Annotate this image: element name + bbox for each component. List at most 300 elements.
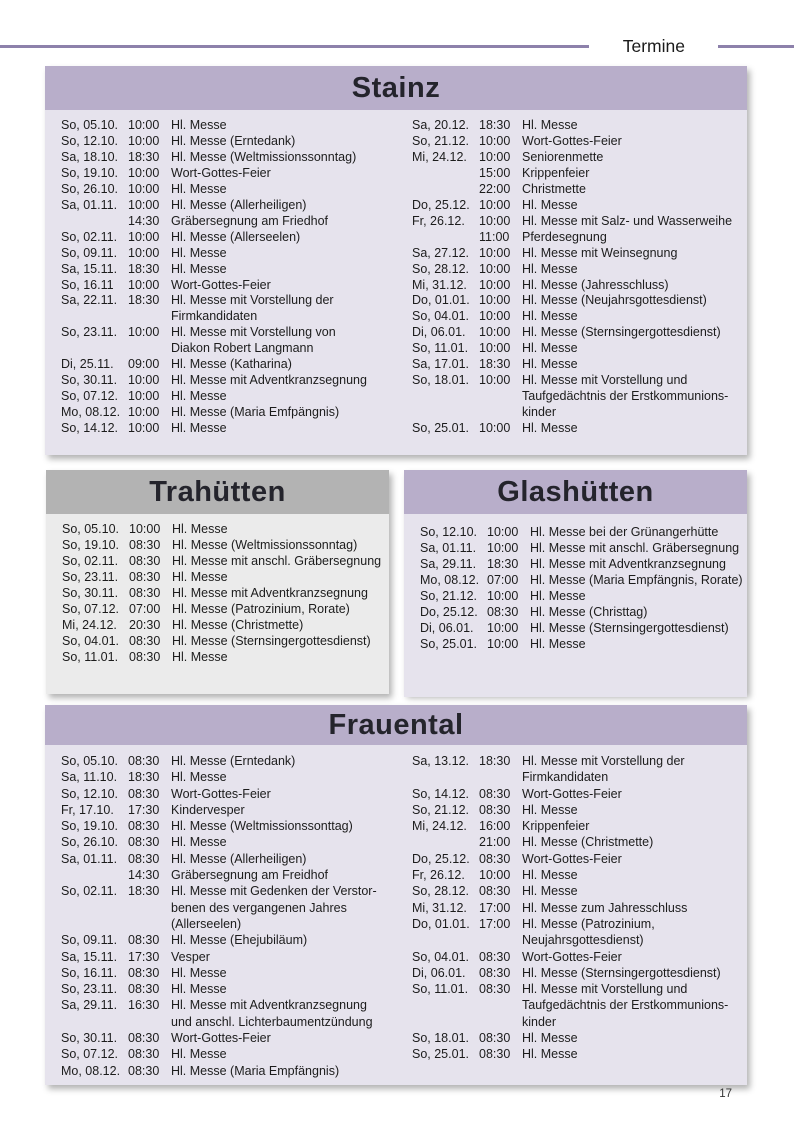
event-time: 10:00 [479,277,511,292]
event-time: 08:30 [479,802,511,817]
event-date [412,230,479,246]
schedule-row [412,293,743,309]
event-date [412,769,479,785]
event-time: 18:30 [479,357,511,372]
event-description: Hl. Messe [522,421,578,436]
event-description: Hl. Messe (Weltmissionssonntag) [171,149,357,164]
event-date: So, 07.12. [61,389,118,404]
event-date: Di, 06.01. [420,620,474,635]
event-time: 10:00 [128,389,160,404]
schedule-row [61,786,392,802]
event-date [412,405,479,421]
event-date: So, 16.11. [61,965,118,980]
event-time: 08:30 [479,1047,511,1062]
event-description: Vesper [171,949,210,964]
schedule-row [420,541,743,557]
event-time: 18:30 [128,884,160,899]
event-time: 08:30 [479,884,511,899]
event-time: 10:00 [487,588,519,603]
schedule-row [61,341,392,357]
event-date: So, 14.12. [61,421,118,436]
schedule-row [61,1063,392,1079]
event-time: 17:00 [479,900,511,915]
event-description: Seniorenmette [522,149,604,164]
event-description: Hl. Messe [522,884,578,899]
event-date: Sa, 01.11. [61,851,118,866]
event-time: 08:30 [128,1047,160,1062]
event-description: Hl. Messe [522,1047,578,1062]
schedule-row [412,883,743,899]
event-time: 08:30 [128,851,160,866]
event-date: So, 23.11. [62,569,119,584]
event-date [61,214,128,230]
event-date: Di, 06.01. [412,325,466,340]
event-description: Hl. Messe [171,261,227,276]
event-description: Diakon Robert Langmann [171,341,314,356]
event-date: Do, 01.01. [412,293,470,308]
event-date: Sa, 29.11. [61,998,118,1013]
event-date: So, 23.11. [61,325,118,340]
event-date: Fr, 26.12. [412,868,465,883]
event-description: Wort-Gottes-Feier [522,786,622,801]
event-description: und anschl. Lichterbaumentzündung [171,1014,373,1029]
event-time [128,900,171,916]
schedule-row [412,230,743,246]
schedule-row [61,1046,392,1062]
event-date: Sa, 11.10. [61,770,118,785]
event-time: 08:30 [129,569,161,584]
section-stainz-header [45,66,747,110]
event-description: Hl. Messe (Patrozinium, [522,916,655,931]
schedule-row [412,214,743,230]
schedule-row [412,916,743,932]
schedule-row [412,1014,743,1030]
schedule-row [412,262,743,278]
event-time: 08:30 [479,786,511,801]
event-description: Hl. Messe (Patrozinium, Rorate) [172,601,350,616]
event-description: Hl. Messe [171,118,227,132]
schedule-row [61,949,392,965]
event-time [479,405,522,421]
event-description: benen des vergangenen Jahres [171,900,347,915]
event-description: Hl. Messe [522,261,578,276]
event-date: So, 12.10. [61,133,118,148]
event-date: So, 30.11. [61,1031,118,1046]
schedule-row [61,262,392,278]
event-time: 16:30 [128,998,160,1013]
event-time: 10:00 [487,540,519,555]
schedule-row [412,997,743,1013]
event-date: So, 12.10. [61,786,118,801]
event-time: 10:00 [479,261,511,276]
event-date: Di, 06.01. [412,965,466,980]
event-date: Do, 25.12. [420,604,478,619]
event-time: 18:30 [128,293,160,308]
event-date: So, 21.12. [412,802,469,817]
schedule-row [61,421,392,437]
schedule-row [412,421,743,437]
event-description: Hl. Messe [171,982,227,997]
schedule-row [61,916,392,932]
event-description: Hl. Messe zum Jahresschluss [522,900,688,915]
event-time: 10:00 [479,213,511,228]
event-date [412,182,479,198]
event-time: 10:00 [479,421,511,436]
event-date: So, 28.12. [412,261,469,276]
event-description: Wort-Gottes-Feier [171,1031,271,1046]
event-time: 08:30 [128,819,160,834]
schedule-row [62,602,385,618]
schedule-row [61,1014,392,1030]
section-title: Frauental [328,708,464,741]
event-description: Hl. Messe (Allerheiligen) [171,851,307,866]
event-description: Hl. Messe (Sternsingergottesdienst) [522,965,721,980]
event-time: 10:00 [128,405,160,420]
event-description: Wort-Gottes-Feier [171,786,271,801]
event-description: Hl. Messe (Weltmissionssonttag) [171,819,353,834]
event-date: Mo, 08.12. [61,1063,121,1078]
event-time: 08:30 [128,1063,160,1078]
event-date: Mo, 08.12. [61,405,121,420]
event-date: Mi, 31.12. [412,900,467,915]
schedule-row [61,278,392,294]
event-time: 20:30 [129,617,161,632]
event-date: So, 19.10. [62,537,119,552]
event-date: So, 11.01. [412,341,469,356]
event-date: So, 09.11. [61,933,118,948]
event-date: Sa, 18.10. [61,149,118,164]
event-description: Krippenfeier [522,819,590,834]
event-time: 18:30 [128,261,160,276]
schedule-column [404,525,747,653]
event-date: So, 14.12. [412,786,469,801]
event-time: 08:30 [487,604,519,619]
event-date [61,309,128,325]
event-description: Hl. Messe [171,1047,227,1062]
event-description: Hl. Messe [530,588,586,603]
schedule-column-left [45,118,396,455]
event-description: Hl. Messe (Maria Empfängnis) [171,1063,340,1078]
event-time: 08:30 [128,965,160,980]
schedule-row [412,134,743,150]
event-time: 17:00 [479,916,511,931]
event-date: So, 05.10. [62,522,119,536]
event-description: Firmkandidaten [171,309,258,324]
event-date: Mi, 24.12. [412,819,467,834]
event-date: So, 07.12. [61,1047,118,1062]
event-date: Do, 25.12. [412,851,470,866]
schedule-row [412,150,743,166]
event-description: Hl. Messe [172,649,228,664]
schedule-row [420,573,743,589]
event-description: Hl. Messe (Allerseelen) [171,229,301,244]
section-title: Trahütten [149,475,286,508]
event-time: 07:00 [487,572,519,587]
event-date: Sa, 01.11. [61,197,118,212]
schedule-row [62,554,385,570]
schedule-row [420,605,743,621]
event-time: 10:00 [487,636,519,651]
event-time: 10:00 [479,868,511,883]
event-date: So, 05.10. [61,754,118,768]
header-rule-left [0,45,589,48]
header-rule-right [718,45,794,48]
event-date: So, 18.01. [412,373,469,388]
event-description: Hl. Messe [522,118,578,132]
event-description: Hl. Messe [522,868,578,883]
event-date: Sa, 20.12. [412,118,469,132]
event-time: 22:00 [479,181,511,196]
event-time: 10:00 [128,118,160,132]
event-date: So, 02.11. [61,229,118,244]
page-header-label: Termine [622,36,685,56]
schedule-row [62,650,385,666]
schedule-row [61,981,392,997]
event-description: Hl. Messe [172,569,228,584]
event-date [61,900,128,916]
event-date: Fr, 26.12. [412,213,465,228]
event-date: So, 04.01. [412,949,469,964]
event-description: Pferdesegnung [522,229,607,244]
event-description: Hl. Messe [522,341,578,356]
event-time: 08:30 [479,965,511,980]
event-time [479,932,522,948]
event-date [61,1014,128,1030]
event-date: Sa, 22.11. [61,293,118,308]
section-frauental-header [45,705,747,745]
event-time: 10:00 [479,133,511,148]
event-description: Firmkandidaten [522,770,609,785]
event-description: Hl. Messe mit Vorstellung und [522,982,688,997]
event-time [479,997,522,1013]
event-description: Hl. Messe [171,245,227,260]
schedule-row [412,389,743,405]
schedule-row [61,230,392,246]
event-time: 08:30 [128,982,160,997]
schedule-row [412,834,743,850]
schedule-row [61,134,392,150]
schedule-row [412,867,743,883]
schedule-row [412,246,743,262]
event-date: So, 07.12. [62,601,119,616]
event-time: 10:00 [487,525,519,539]
event-date: Sa, 01.11. [420,540,477,555]
schedule-row [61,851,392,867]
event-time: 10:00 [128,421,160,436]
event-time: 10:00 [129,522,161,536]
event-time [128,1014,171,1030]
event-description: Wort-Gottes-Feier [522,949,622,964]
event-description: Wort-Gottes-Feier [171,277,271,292]
section-trahuetten-header [46,470,389,514]
schedule-row [420,621,743,637]
event-time: 15:00 [479,165,511,180]
section-trahuetten [46,470,389,694]
event-date: Sa, 17.01. [412,357,469,372]
event-description: Hl. Messe (Weltmissionssonntag) [172,537,358,552]
event-date: Sa, 15.11. [61,949,118,964]
schedule-row [62,634,385,650]
schedule-column [46,522,389,666]
event-time: 08:30 [128,835,160,850]
event-time [128,309,171,325]
event-date: So, 12.10. [420,525,477,539]
event-date [61,867,128,883]
event-description: Hl. Messe [171,421,227,436]
event-date: So, 23.11. [61,982,118,997]
event-date: So, 25.01. [412,421,469,436]
section-trahuetten-schedule [46,514,389,694]
section-title: Stainz [351,71,441,104]
event-date: So, 02.11. [62,553,119,568]
event-description: Hl. Messe (Neujahrsgottesdienst) [522,293,707,308]
schedule-row [62,586,385,602]
schedule-row [61,769,392,785]
event-time: 16:00 [479,819,511,834]
event-description: Wort-Gottes-Feier [522,133,622,148]
event-time: 08:30 [479,949,511,964]
event-time: 10:00 [479,325,511,340]
event-description: Hl. Messe [522,1031,578,1046]
event-description: kinder [522,405,557,420]
event-description: Hl. Messe (Erntedank) [171,133,296,148]
event-date: So, 26.10. [61,181,118,196]
event-description: Taufgedächtnis der Erstkommunions- [522,998,729,1013]
event-date [412,166,479,182]
schedule-row [412,851,743,867]
section-stainz [45,66,747,455]
schedule-column-right [396,753,747,1085]
event-date: So, 11.01. [62,649,119,664]
event-time: 08:30 [479,1031,511,1046]
event-date: So, 02.11. [61,884,118,899]
event-date: Do, 01.01. [412,916,470,931]
schedule-row [412,118,743,134]
event-time: 10:00 [128,325,160,340]
event-date: So, 18.01. [412,1031,469,1046]
event-description: Wort-Gottes-Feier [522,851,622,866]
schedule-row [61,1030,392,1046]
event-description: Hl. Messe mit Adventkranzsegnung [171,373,367,388]
event-time: 18:30 [128,770,160,785]
schedule-row [412,1046,743,1062]
schedule-row [412,357,743,373]
schedule-row [61,867,392,883]
schedule-row [61,834,392,850]
schedule-row [412,786,743,802]
schedule-row [412,309,743,325]
event-description: Hl. Messe (Ehejubiläum) [171,933,308,948]
event-description: Hl. Messe [522,309,578,324]
event-time: 18:30 [479,118,511,132]
schedule-row [61,309,392,325]
section-glashuetten-schedule [404,514,747,697]
schedule-row [412,198,743,214]
schedule-row [61,753,392,769]
event-date [412,389,479,405]
event-date: So, 05.10. [61,118,118,132]
schedule-row [412,278,743,294]
schedule-row [62,570,385,586]
event-description: (Allerseelen) [171,916,242,931]
event-description: Hl. Messe (Christmette) [522,835,654,850]
schedule-row [61,246,392,262]
event-description: Neujahrsgottesdienst) [522,933,644,948]
event-time: 21:00 [479,835,511,850]
event-date: So, 25.01. [420,636,477,651]
event-description: Gräbersegnung am Freidhof [171,868,329,883]
schedule-row [61,965,392,981]
event-date: So, 26.10. [61,835,118,850]
event-time: 10:00 [128,229,160,244]
event-time: 10:00 [128,197,160,212]
schedule-row [61,389,392,405]
event-time: 18:30 [479,754,511,768]
event-time: 08:30 [479,851,511,866]
event-time: 11:00 [479,229,510,244]
schedule-row [61,293,392,309]
schedule-row [61,118,392,134]
event-time: 10:00 [479,341,511,356]
event-description: Hl. Messe mit anschl. Gräbersegnung [172,553,382,568]
event-date: So, 28.12. [412,884,469,899]
event-date: So, 25.01. [412,1047,469,1062]
event-description: Hl. Messe [172,522,228,536]
event-description: Hl. Messe (Christmette) [172,617,304,632]
event-description: Hl. Messe mit Vorstellung der [171,293,334,308]
schedule-row [420,589,743,605]
event-date: So, 19.10. [61,819,118,834]
schedule-row [61,166,392,182]
event-time: 10:00 [479,309,511,324]
event-time: 08:30 [128,933,160,948]
event-time: 08:30 [128,786,160,801]
schedule-row [412,802,743,818]
event-description: Hl. Messe [171,181,227,196]
schedule-row [412,818,743,834]
event-time: 10:00 [128,277,160,292]
event-date: So, 30.11. [62,585,119,600]
event-date: Do, 25.12. [412,197,470,212]
event-description: Hl. Messe [522,802,578,817]
event-time: 10:00 [479,149,511,164]
event-time [479,1014,522,1030]
schedule-column-left [45,753,396,1085]
event-date [412,834,479,850]
event-time: 10:00 [479,293,511,308]
schedule-row [62,522,385,538]
schedule-row [420,637,743,653]
schedule-row [420,525,743,541]
event-time: 10:00 [479,373,511,388]
schedule-row [61,182,392,198]
event-time: 08:30 [129,649,161,664]
event-date: Mi, 24.12. [412,149,467,164]
event-description: Hl. Messe [171,389,227,404]
event-description: Hl. Messe mit Adventkranzsegnung [530,556,726,571]
schedule-row [412,405,743,421]
event-description: Kindervesper [171,802,245,817]
event-description: Hl. Messe (Allerheiligen) [171,197,307,212]
schedule-row [412,341,743,357]
event-time: 08:30 [479,982,511,997]
event-date: Sa, 27.12. [412,245,469,260]
event-time: 08:30 [128,754,160,768]
event-time [128,341,171,357]
event-date: So, 16.11 [61,277,114,292]
event-date: Di, 25.11. [61,357,114,372]
event-description: Hl. Messe [522,357,578,372]
